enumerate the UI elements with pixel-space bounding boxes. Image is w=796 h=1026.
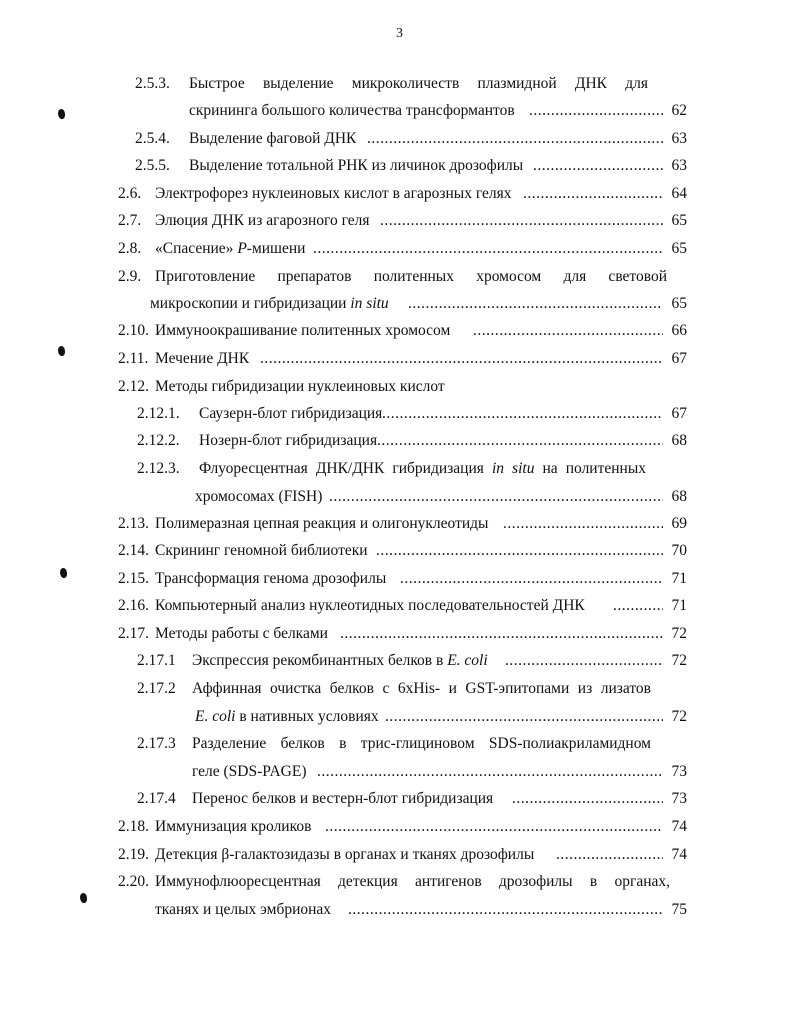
leader-dots — [340, 625, 663, 643]
entry-number: 2.17.1 — [137, 652, 176, 669]
toc-entry[interactable] — [118, 570, 687, 590]
toc-entry[interactable] — [135, 75, 687, 125]
toc-entry[interactable] — [137, 790, 687, 810]
leader-dots — [376, 542, 663, 560]
leader-dots — [367, 130, 663, 148]
entry-page: 74 — [671, 818, 687, 835]
entry-number: 2.12.2. — [137, 432, 180, 449]
toc-entry[interactable] — [118, 597, 687, 617]
entry-title: Мечение ДНК — [155, 350, 250, 367]
entry-number: 2.19. — [118, 846, 149, 863]
entry-page: 74 — [671, 846, 687, 863]
entry-number: 2.17.3 — [137, 735, 176, 752]
entry-page: 64 — [671, 185, 687, 202]
leader-dots — [380, 212, 663, 230]
entry-title: Элюция ДНК из агарозного геля — [155, 212, 370, 229]
toc-entry[interactable] — [118, 818, 687, 838]
entry-number: 2.20. — [118, 873, 149, 890]
toc-entry[interactable] — [137, 680, 687, 730]
toc-entry[interactable] — [135, 157, 687, 177]
entry-title-line2: скрининга большого количества трансформантов — [189, 102, 515, 119]
leader-dots — [523, 185, 663, 203]
toc-entry[interactable] — [118, 322, 687, 342]
leader-dots — [400, 570, 663, 588]
entry-title-line1: Иммунофлюоресцентная детекция антигенов дрозофилы в органах, — [155, 873, 670, 890]
entry-title-line2: микроскопии и гибридизации in situ — [150, 295, 389, 312]
entry-page: 71 — [671, 597, 687, 614]
entry-title-line1: Приготовление препаратов политенных хромосом для световой — [155, 268, 667, 285]
entry-title-line2: E. coli в нативных условиях — [195, 708, 379, 725]
margin-mark — [58, 346, 65, 356]
entry-title-line2: геле (SDS-PAGE) — [192, 763, 307, 780]
entry-number: 2.9. — [118, 268, 142, 285]
entry-page: 70 — [671, 542, 687, 559]
entry-page: 62 — [671, 102, 687, 119]
toc-entry[interactable] — [118, 268, 687, 318]
toc-entry[interactable] — [137, 405, 687, 425]
entry-number: 2.17. — [118, 625, 149, 642]
entry-page: 65 — [671, 212, 687, 229]
leader-dots — [325, 818, 663, 836]
entry-page: 72 — [671, 652, 687, 669]
entry-number: 2.5.3. — [135, 75, 170, 92]
entry-title: Выделение фаговой ДНК — [189, 130, 357, 147]
entry-page: 67 — [671, 405, 687, 422]
entry-title: Иммуноокрашивание политенных хромосом — [155, 322, 451, 339]
toc-entry[interactable] — [118, 542, 687, 562]
margin-mark — [80, 893, 87, 903]
entry-title-line1: Быстрое выделение микроколичеств плазмидной ДНК для — [189, 75, 648, 92]
toc-entry[interactable] — [118, 240, 687, 260]
entry-title: Нозерн-блот гибридизация — [199, 432, 378, 449]
leader-dots — [329, 488, 663, 506]
entry-page: 67 — [671, 350, 687, 367]
entry-title: Перенос белков и вестерн-блот гибридизация — [192, 790, 494, 807]
leader-dots — [556, 846, 663, 864]
entry-title: Методы работы с белками — [155, 625, 328, 642]
entry-title: Выделение тотальной РНК из личинок дрозофилы — [189, 157, 524, 174]
entry-number: 2.18. — [118, 818, 149, 835]
toc-entry[interactable] — [118, 185, 687, 205]
entry-number: 2.12.3. — [137, 460, 180, 477]
entry-number: 2.15. — [118, 570, 149, 587]
entry-number: 2.11. — [118, 350, 149, 367]
toc-entry[interactable] — [118, 873, 687, 923]
entry-number: 2.16. — [118, 597, 149, 614]
entry-number: 2.10. — [118, 322, 149, 339]
toc-entry[interactable] — [137, 735, 687, 785]
entry-page: 65 — [671, 240, 687, 257]
entry-number: 2.7. — [118, 212, 142, 229]
entry-page: 68 — [671, 488, 687, 505]
leader-dots — [377, 432, 663, 450]
toc-entry[interactable] — [118, 846, 687, 866]
entry-number: 2.12.1. — [137, 405, 180, 422]
toc-entry[interactable] — [118, 350, 687, 370]
entry-number: 2.5.5. — [135, 157, 170, 174]
toc-entry[interactable] — [137, 652, 687, 672]
entry-number: 2.17.4 — [137, 790, 176, 807]
entry-page: 68 — [671, 432, 687, 449]
leader-dots — [505, 652, 663, 670]
toc-entry[interactable] — [137, 432, 687, 452]
toc-entry[interactable] — [118, 378, 687, 398]
entry-title: Скрининг геномной библиотеки — [155, 542, 368, 559]
entry-title-line2: тканях и целых эмбрионах — [155, 901, 332, 918]
leader-dots — [613, 597, 663, 615]
entry-title-line1: Флуоресцентная ДНК/ДНК гибридизация in situ на политенных — [199, 460, 647, 477]
leader-dots — [512, 790, 663, 808]
leader-dots — [533, 157, 663, 175]
entry-page: 63 — [671, 130, 687, 147]
toc-entry[interactable] — [135, 130, 687, 150]
entry-page: 65 — [671, 295, 687, 312]
margin-mark — [60, 568, 67, 578]
entry-title: «Спасение» P-мишени — [155, 240, 306, 257]
entry-number: 2.13. — [118, 515, 149, 532]
entry-page: 75 — [671, 901, 687, 918]
entry-title: Компьютерный анализ нуклеотидных последовательностей ДНК — [155, 597, 585, 614]
entry-page: 73 — [671, 790, 687, 807]
entry-title-line1: Разделение белков в трис-глициновом SDS-полиакриламидном — [192, 735, 651, 752]
leader-dots — [385, 708, 663, 726]
entry-title: Экспрессия рекомбинантных белков в E. coli — [192, 652, 488, 669]
toc-entry[interactable] — [118, 212, 687, 232]
toc-entry[interactable] — [118, 625, 687, 645]
leader-dots — [260, 350, 663, 368]
entry-number: 2.12. — [118, 378, 149, 395]
leader-dots — [382, 405, 663, 423]
leader-dots — [313, 240, 663, 258]
entry-number: 2.14. — [118, 542, 149, 559]
leader-dots — [503, 515, 663, 533]
entry-title: Саузерн-блот гибридизация — [199, 405, 383, 422]
entry-title: Трансформация генома дрозофилы — [155, 570, 387, 587]
toc-entry[interactable] — [137, 460, 687, 510]
leader-dots — [529, 102, 663, 120]
leader-dots — [408, 295, 663, 313]
toc-entry[interactable] — [118, 515, 687, 535]
entry-page: 69 — [671, 515, 687, 532]
entry-title-line2: хромосомах (FISH) — [195, 488, 323, 505]
margin-mark — [58, 109, 65, 119]
leader-dots — [348, 901, 663, 919]
entry-title: Иммунизация кроликов — [155, 818, 312, 835]
entry-page: 66 — [671, 322, 687, 339]
entry-page: 63 — [671, 157, 687, 174]
entry-number: 2.17.2 — [137, 680, 176, 697]
entry-number: 2.6. — [118, 185, 142, 202]
leader-dots — [473, 322, 663, 340]
entry-title: Методы гибридизации нуклеиновых кислот — [155, 378, 445, 395]
entry-title: Электрофорез нуклеиновых кислот в агарозных гелях — [155, 185, 512, 202]
leader-dots — [317, 763, 663, 781]
entry-title: Детекция β-галактозидазы в органах и тканях дрозофилы — [155, 846, 535, 863]
entry-page: 71 — [671, 570, 687, 587]
page-number: 3 — [396, 26, 403, 41]
entry-title: Полимеразная цепная реакция и олигонуклеотиды — [155, 515, 489, 532]
entry-number: 2.8. — [118, 240, 142, 257]
entry-page: 72 — [671, 625, 687, 642]
entry-title-line1: Аффинная очистка белков с 6xHis- и GST-эпитопами из лизатов — [192, 680, 651, 697]
entry-number: 2.5.4. — [135, 130, 170, 147]
entry-page: 72 — [671, 708, 687, 725]
entry-page: 73 — [671, 763, 687, 780]
